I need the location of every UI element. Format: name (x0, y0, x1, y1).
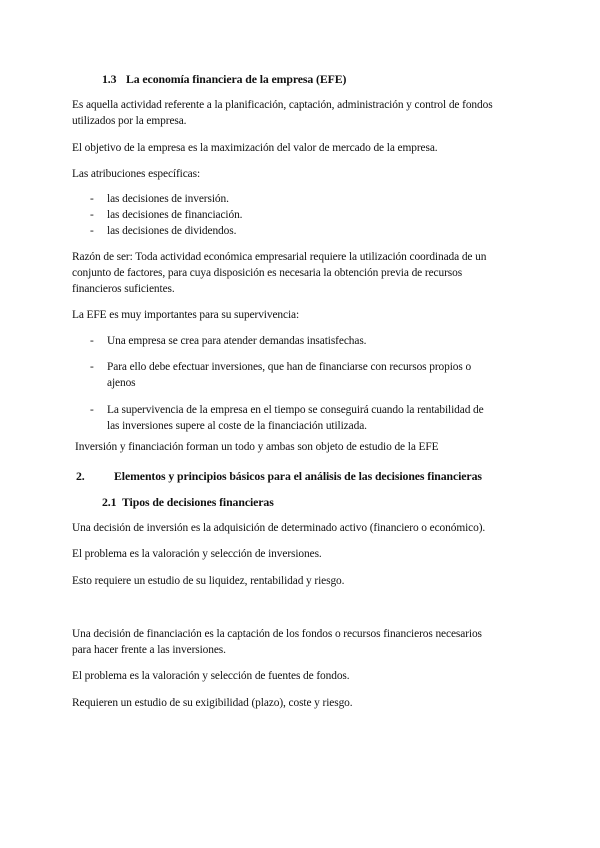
paragraph-investment-definition: Una decisión de inversión es la adquisición de determinado activo (financiero o económico). (72, 522, 486, 534)
paragraph-definition-line2: utilizados por la empresa. (72, 115, 187, 127)
paragraph-reason-line1: Razón de ser: Toda actividad económica empresarial requiere la utilización coordinada de un (72, 251, 487, 263)
section-1-3-title: La economía financiera de la empresa (EFE) (126, 72, 347, 86)
list-item: Para ello debe efectuar inversiones, que han de financiarse con recursos propios o (107, 361, 472, 373)
list-item: La supervivencia de la empresa en el tiempo se conseguirá cuando la rentabilidad de (107, 404, 484, 416)
paragraph-financing-definition-line2: para hacer frente a las inversiones. (72, 644, 226, 656)
paragraph-reason-line3: financieros suficientes. (72, 283, 175, 295)
bullet-dash: - (90, 361, 94, 373)
paragraph-investment-requires: Esto requiere un estudio de su liquidez, rentabilidad y riesgo. (72, 575, 345, 587)
section-2-1-number: 2.1 (102, 495, 117, 509)
paragraph-financing-problem: El problema es la valoración y selección de fuentes de fondos. (72, 670, 350, 682)
list-item: las decisiones de dividendos. (107, 225, 237, 237)
paragraph-attributions-intro: Las atribuciones específicas: (72, 168, 201, 180)
bullet-dash: - (90, 225, 94, 237)
paragraph-investment-problem: El problema es la valoración y selección de inversiones. (72, 548, 322, 560)
section-1-3-number: 1.3 (102, 72, 117, 86)
bullet-dash: - (90, 335, 94, 347)
list-item-continuation: las inversiones supere al coste de la financiación utilizada. (107, 420, 367, 432)
list-item: las decisiones de inversión. (107, 193, 229, 205)
list-item-continuation: ajenos (107, 377, 136, 389)
bullet-dash: - (90, 209, 94, 221)
paragraph-financing-definition-line1: Una decisión de financiación es la captación de los fondos o recursos financieros necesarios (72, 628, 482, 640)
section-2-number: 2. (76, 469, 85, 483)
list-item: Una empresa se crea para atender demandas insatisfechas. (107, 335, 367, 347)
section-2-1-title: Tipos de decisiones financieras (122, 495, 274, 509)
list-item: las decisiones de financiación. (107, 209, 243, 221)
paragraph-objective: El objetivo de la empresa es la maximización del valor de mercado de la empresa. (72, 142, 438, 154)
bullet-dash: - (90, 404, 94, 416)
paragraph-reason-line2: conjunto de factores, para cuya disposición es necesaria la obtención previa de recursos (72, 267, 463, 279)
bullet-dash: - (90, 193, 94, 205)
paragraph-financing-requires: Requieren un estudio de su exigibilidad (plazo), coste y riesgo. (72, 697, 353, 709)
paragraph-closing: Inversión y financiación forman un todo y ambas son objeto de estudio de la EFE (75, 441, 439, 453)
paragraph-survival-intro: La EFE es muy importantes para su supervivencia: (72, 309, 300, 321)
paragraph-definition-line1: Es aquella actividad referente a la planificación, captación, administración y control de fondos (72, 99, 493, 111)
section-2-title: Elementos y principios básicos para el análisis de las decisiones financieras (114, 469, 482, 483)
